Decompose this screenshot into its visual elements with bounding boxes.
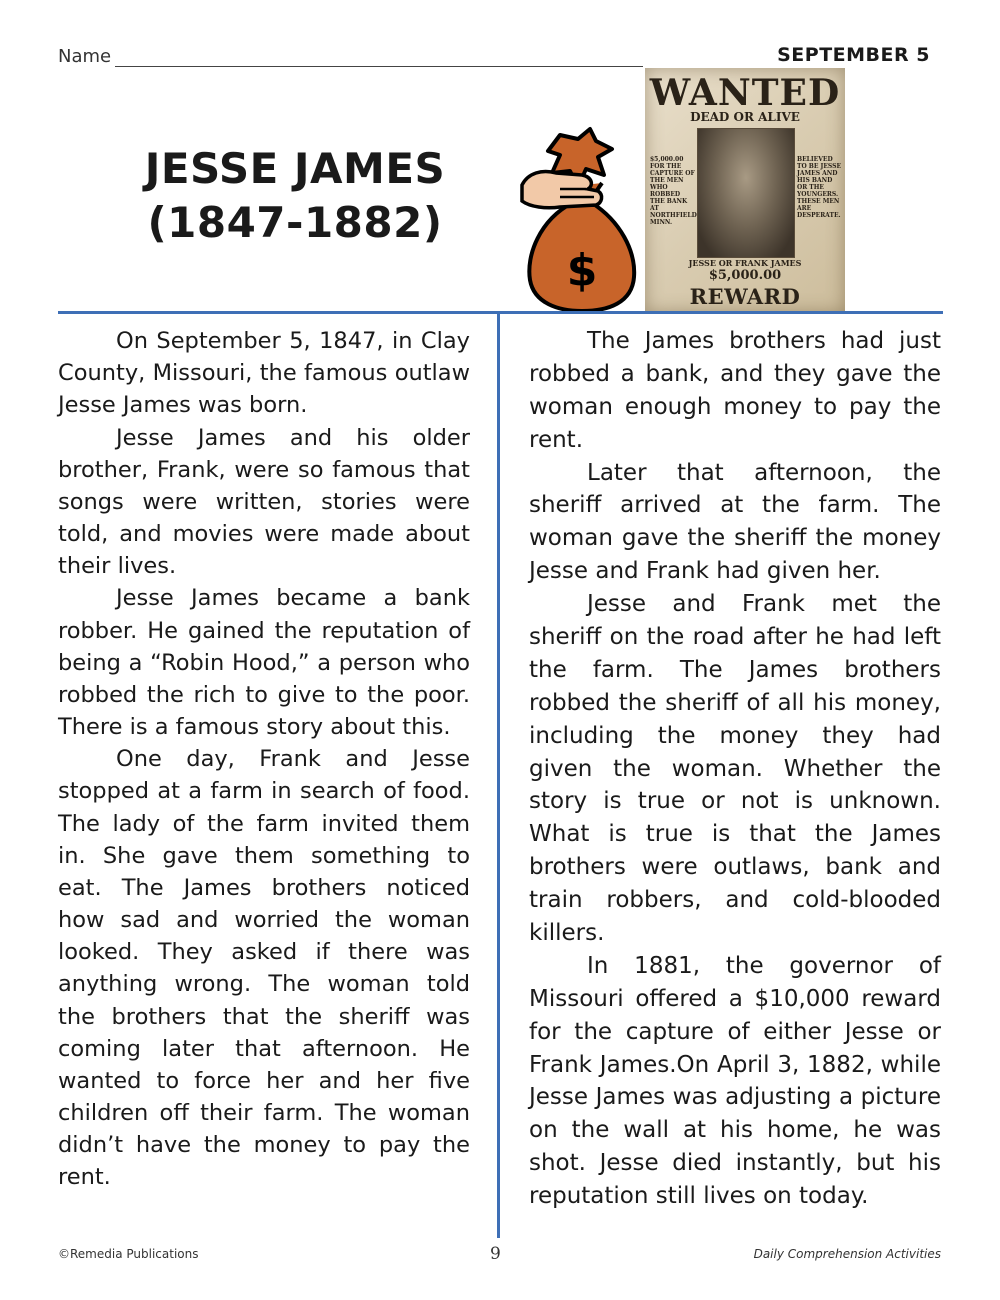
money-bag-icon [520, 125, 640, 315]
paragraph: Jesse James and his older brother, Frank, were so famous that songs were written, stories were told, and movies were made about their lives. [58, 424, 470, 580]
paragraph: In 1881, the governor of Missouri offered a $10,000 reward for the capture of either Jesse or Frank James.On April 3, 1882, while Jesse James was adjusting a picture on the wall at his home, he was shot. Jesse died instantly, but his reputation still lives on today. [529, 952, 941, 1210]
poster-amount: $5,000.00 [708, 268, 782, 283]
wanted-poster-image [645, 68, 845, 313]
poster-names: JESSE OR FRANK JAMES [688, 258, 802, 268]
footer-book-title: Daily Comprehension Activities [753, 1247, 941, 1261]
paragraph: Later that afternoon, the sheriff arrived at the farm. The woman gave the sheriff the money Jesse and Frank had given her. [529, 459, 941, 585]
footer-publisher: ©Remedia Publications [58, 1247, 199, 1261]
page-title [110, 142, 480, 250]
svg-text:$: $ [566, 245, 598, 296]
paragraph: One day, Frank and Jesse stopped at a farm in search of food. The lady of the farm invited them in. She gave them something to eat. The James brothers noticed how sad and worried the woman looked. They asked if there was anything wrong. The woman told the brothers that the sheriff was coming later that afternoon. He wanted to force her and her five children off their farm. The woman didn’t have the money to pay the rent. [58, 746, 470, 1191]
poster-right-text: BELIEVED TO BE JESSE JAMES AND HIS BAND OR THE YOUNGERS. THESE MEN ARE DESPERATE. [797, 156, 842, 219]
paragraph: Jesse James became a bank robber. He gained the reputation of being a “Robin Hood,” a person who robbed the rich to give to the poor. There is a famous story about this. [58, 585, 470, 741]
name-label: Name [58, 46, 112, 67]
right-column [529, 325, 941, 1213]
paragraph: The James brothers had just robbed a bank, and they gave the woman enough money to pay the rent. [529, 328, 941, 453]
date-heading: SEPTEMBER 5 [777, 44, 930, 66]
left-column [58, 325, 470, 1194]
poster-wanted-text: WANTED [649, 72, 841, 114]
page-number: 9 [490, 1244, 501, 1264]
poster-dead-or-alive: DEAD OR ALIVE [690, 110, 800, 124]
paragraph: Jesse and Frank met the sheriff on the road after he had left the farm. The James brothers robbed the sheriff of all his money, including the money they had given the woman. Whether the story is true or not is unknown. What is true is that the James brothers were outlaws, bank and train robbers, and cold-blooded killers. [529, 591, 941, 947]
paragraph: On September 5, 1847, in Clay County, Missouri, the famous outlaw Jesse James was born. [58, 328, 470, 419]
title-years: (1847-1882) [147, 198, 443, 247]
column-divider [497, 311, 500, 1238]
poster-portrait [697, 128, 795, 258]
poster-left-text: $5,000.00 FOR THE CAPTURE OF THE MEN WHO ROBBED THE BANK AT NORTHFIELD MINN. [650, 156, 697, 226]
name-blank-line [115, 66, 643, 67]
title-name: JESSE JAMES [144, 144, 446, 193]
horizontal-divider [58, 311, 943, 314]
poster-reward: REWARD [689, 284, 801, 309]
